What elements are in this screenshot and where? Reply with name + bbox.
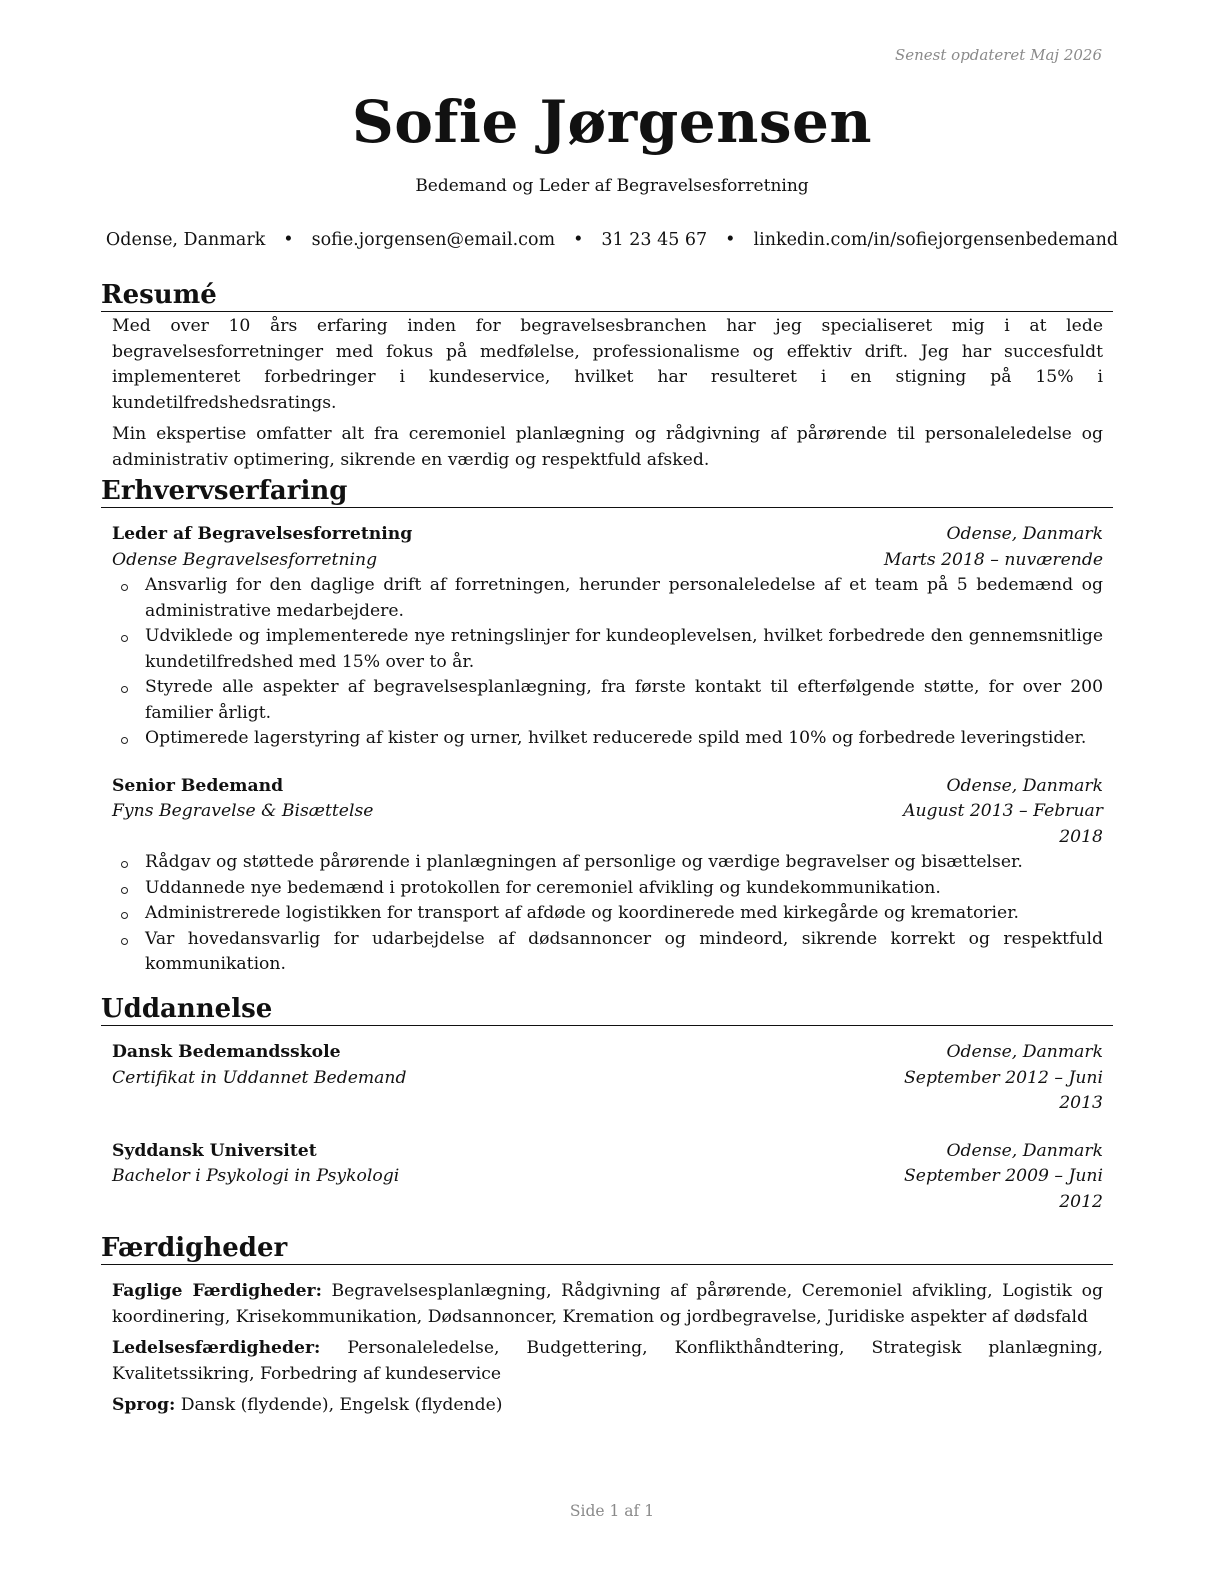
skill-group [112, 1336, 1103, 1387]
list-item: Styrede alle aspekter af begravelsesplanlægning, fra første kontakt til efterfølgende støtte, for over 200 familier årligt. [145, 675, 1103, 726]
education-section [101, 994, 1113, 1215]
school-location: Odense, Danmark [946, 1042, 1103, 1062]
list-item: Var hovedansvarlig for udarbejdelse af dødsannoncer og mindeord, sikrende korrekt og respektfuld kommunikation. [145, 927, 1103, 978]
list-item: Administrerede logistikken for transport af afdøde og koordinerede med kirkegårde og krematorier. [145, 901, 1103, 927]
section-title: Resumé [101, 280, 1113, 312]
skill-label: Sprog: [112, 1395, 176, 1415]
contact-phone: 31 23 45 67 [601, 230, 708, 250]
list-item: Uddannede nye bedemænd i protokollen for ceremoniel afvikling og kundekommunikation. [145, 876, 1103, 902]
degree: Certifikat in Uddannet Bedemand [112, 1067, 407, 1088]
job-dates: Marts 2018 – nuværende [883, 549, 1103, 570]
job-company: Odense Begravelsesforretning [112, 549, 378, 570]
job-location: Odense, Danmark [946, 524, 1103, 544]
contact-line [0, 230, 1224, 250]
contact-location: Odense, Danmark [105, 230, 266, 250]
page-number: Side 1 af 1 [569, 1502, 655, 1520]
job-entry [112, 774, 1103, 978]
job-location: Odense, Danmark [946, 775, 1103, 796]
skill-label: Faglige Færdigheder: [112, 1281, 322, 1301]
education-dates: September 2012 – Juni 2013 [904, 1067, 1103, 1113]
school-name: Dansk Bedemandsskole [112, 1042, 341, 1062]
separator-dot: • [283, 230, 294, 250]
section-title: Færdigheder [101, 1233, 1113, 1265]
contact-linkedin[interactable]: linkedin.com/in/sofiejorgensenbedemand [753, 230, 1119, 250]
candidate-title: Bedemand og Leder af Begravelsesforretning [415, 176, 809, 196]
job-role: Senior Bedemand [112, 775, 284, 796]
job-bullets [112, 850, 1103, 978]
education-entry [112, 1139, 1103, 1216]
skills-section [101, 1233, 1113, 1419]
experience-section [101, 476, 1113, 978]
list-item: Rådgav og støttede pårørende i planlægningen af personlige og værdige begravelser og bisættelser. [145, 850, 1103, 876]
contact-email[interactable]: sofie.jorgensen@email.com [311, 230, 556, 250]
school-name: Syddansk Universitet [112, 1140, 317, 1161]
list-item: Optimerede lagerstyring af kister og urner, hvilket reducerede spild med 10% og forbedrede leveringstider. [145, 726, 1103, 752]
education-entry [112, 1040, 1103, 1117]
job-dates: August 2013 – Februar 2018 [903, 801, 1103, 847]
skill-text: Dansk (flydende), Engelsk (flydende) [180, 1395, 503, 1415]
last-updated-note: Senest opdateret Maj 2026 [894, 46, 1102, 64]
skill-text: Personaleledelse, Budgettering, Konflikthåndtering, Strategisk planlægning, Kvalitetssikring, Forbedring af kundeservice [112, 1338, 1103, 1384]
candidate-name: Sofie Jørgensen [351, 88, 873, 156]
skill-group [112, 1279, 1103, 1330]
job-role: Leder af Begravelsesforretning [112, 524, 413, 544]
skill-group [112, 1393, 1103, 1419]
list-item: Udviklede og implementerede nye retningslinjer for kundeoplevelsen, hvilket forbedrede den gennemsnitlige kundetilfredshed med 15% over to år. [145, 624, 1103, 675]
job-bullets [112, 573, 1103, 752]
job-entry [112, 522, 1103, 752]
separator-dot: • [573, 230, 584, 250]
separator-dot: • [725, 230, 736, 250]
education-dates: September 2009 – Juni 2012 [904, 1166, 1103, 1212]
skill-label: Ledelsesfærdigheder: [112, 1338, 321, 1358]
summary-paragraph: Min ekspertise omfatter alt fra ceremoniel planlægning og rådgivning af pårørende til personaleledelse og administrativ optimering, sikrende en værdig og respektfuld afsked. [112, 424, 1103, 470]
degree: Bachelor i Psykologi in Psykologi [112, 1166, 400, 1186]
summary-paragraph: Med over 10 års erfaring inden for begravelsesbranchen har jeg specialiseret mig i at lede begravelsesforretninger med fokus på medfølelse, professionalisme og effektiv drift. Jeg har succesfuldt implementeret forbedringer i kundeservice, hvilket har resulteret i en stigning på 15% i kundetilfredshedsratings. [112, 316, 1103, 413]
summary-section [101, 280, 1113, 473]
skill-text: Begravelsesplanlægning, Rådgivning af pårørende, Ceremoniel afvikling, Logistik og koordinering, Krisekommunikation, Dødsannoncer, Kremation og jordbegravelse, Juridiske aspekter af dødsfald [112, 1281, 1103, 1327]
list-item: Ansvarlig for den daglige drift af forretningen, herunder personaleledelse af et team på 5 bedemænd og administrative medarbejdere. [145, 573, 1103, 624]
section-title: Uddannelse [101, 994, 1113, 1026]
school-location: Odense, Danmark [946, 1140, 1103, 1161]
job-company: Fyns Begravelse & Bisættelse [112, 801, 374, 821]
section-title: Erhvervserfaring [101, 476, 1113, 508]
